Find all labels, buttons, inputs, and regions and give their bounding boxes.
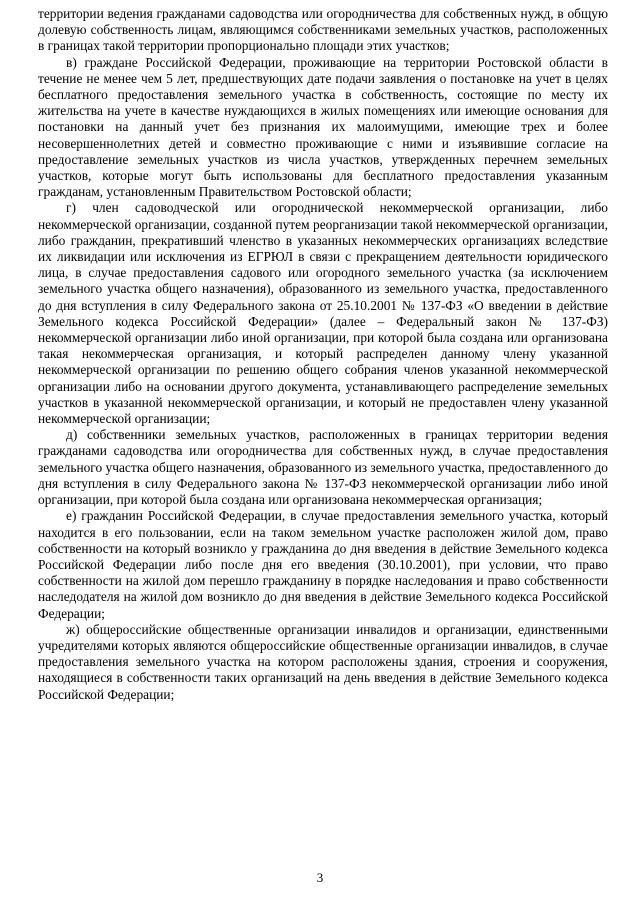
paragraph-item-d: д) собственники земельных участков, расположенных в границах территории ведения гражданами садоводства или огородничества для собственных нужд, в случае предоставления земельного участка общего назначения, образованного из земельного участка, предоставленного до дня вступления в силу Федерального закона № 137-ФЗ некоммерческой организации либо иной организации, при которой была создана или организована некоммерческая организация; [38, 427, 608, 508]
page-number: 3 [316, 870, 324, 885]
paragraph-item-g: г) член садоводческой или огороднической некоммерческой организации, либо некоммерческой организации, созданной путем реорганизации такой некоммерческой организации, либо гражданин, прекративший членство в указанных некоммерческих организациях вследствие их ликвидации или исключения из ЕГРЮЛ в связи с прекращением деятельности юридического лица, в случае предоставления садового или огородного земельного участка (за исключением земельного участка общего назначения), образованного из земельного участка, предоставленного до дня вступления в силу Федерального закона от 25.10.2001 № 137-ФЗ «О введении в действие Земельного кодекса Российской Федерации» (далее – Федеральный закон № 137-ФЗ) некоммерческой организации либо иной организации, при которой была создана или организована такая некоммерческая организация, и который распределен данному члену указанной некоммерческой организации по решению общего собрания членов указанной некоммерческой организации либо на основании другого документа, устанавливающего распределение земельных участков в указанной некоммерческой организации, и который не предоставлен члену указанной некоммерческой организации; [38, 200, 608, 427]
paragraph-item-v: в) граждане Российской Федерации, проживающие на территории Ростовской области в течение не менее чем 5 лет, предшествующих дате подачи заявления о постановке на учет в целях бесплатного предоставления земельного участка в собственность, состоящие по месту их жительства на учете в качестве нуждающихся в жилых помещениях или имеющие основания для постановки на данный учет без признания их малоимущими, имеющие трех и более несовершеннолетних детей и совместно проживающие с ними и изъявившие согласие на предоставление земельных участков из числа участков, утвержденных перечнем земельных участков, которые могут быть использованы для бесплатного предоставления указанным гражданам, установленным Правительством Ростовской области; [38, 54, 608, 200]
paragraph-item-zh: ж) общероссийские общественные организации инвалидов и организации, единственными учредителями которых являются общероссийские общественные организации инвалидов, в случае предоставления земельного участка на котором расположены здания, строения и сооружения, находящиеся в собственности таких организаций на день введения в действие Земельного кодекса Российской Федерации; [38, 621, 608, 702]
document-page [38, 6, 608, 703]
paragraph-item-e: е) гражданин Российской Федерации, в случае предоставления земельного участка, который находится в его пользовании, если на таком земельном участке расположен жилой дом, право собственности на который возникло у гражданина до дня введения в действие Земельного кодекса Российской Федерации либо после дня его введения (30.10.2001), при условии, что право собственности на жилой дом перешло гражданину в порядке наследования и право собственности наследодателя на жилой дом возникло до дня введения в действие Земельного кодекса Российской Федерации; [38, 508, 608, 621]
paragraph-continuation: территории ведения гражданами садоводства или огородничества для собственных нужд, в общую долевую собственность лицам, являющимся собственниками земельных участков, расположенных в границах такой территории пропорционально площади этих участков; [38, 6, 608, 54]
